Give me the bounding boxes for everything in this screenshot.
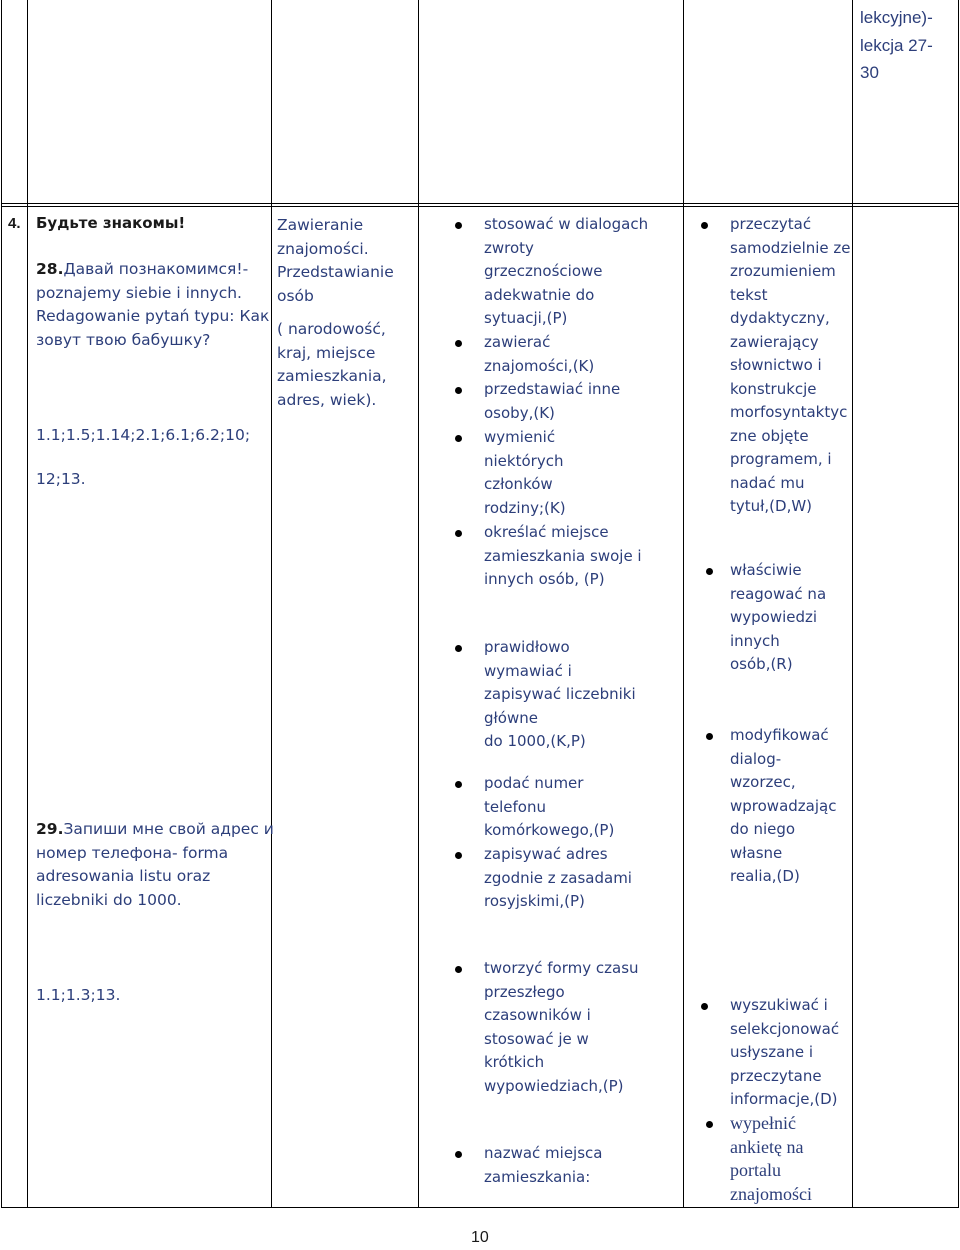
bullet-line: zrozumieniem xyxy=(730,262,836,280)
bullet-text xyxy=(484,426,566,520)
bullet-line: grzecznościowe xyxy=(484,262,603,280)
bullet-text xyxy=(484,772,614,843)
bullet-icon xyxy=(455,435,462,442)
grid-line xyxy=(418,0,419,1208)
bullet-line: konstrukcje xyxy=(730,379,817,398)
description-line: Przedstawianie xyxy=(277,263,394,281)
curriculum-codes: 12;13. xyxy=(36,470,86,488)
bullet-line: krótkich xyxy=(484,1053,545,1071)
grid-line xyxy=(27,0,28,1208)
bullet-line: wypowiedziach,(P) xyxy=(484,1076,624,1095)
bullet-line: przeczytać xyxy=(730,215,812,233)
grid-line xyxy=(1,0,2,1208)
bullet-line: tytuł,(D,W) xyxy=(730,497,813,515)
bullet-line: znajomości,(K) xyxy=(484,356,595,375)
bullet-icon xyxy=(455,1151,462,1158)
bullet-line: modyfikować xyxy=(730,726,829,744)
grid-line xyxy=(958,0,959,1208)
bullet-line: zne objęte xyxy=(730,426,809,445)
bullet-icon xyxy=(455,781,462,788)
page-number: 10 xyxy=(471,1229,489,1246)
bullet-line: nazwać miejsca xyxy=(484,1144,603,1162)
bullet-line: rosyjskimi,(P) xyxy=(484,892,585,910)
description-line: ( narodowość, xyxy=(277,320,386,338)
bullet-text xyxy=(730,213,851,519)
lesson-line: зовут твою бабушку? xyxy=(36,330,211,349)
bullet-line: komórkowego,(P) xyxy=(484,821,615,839)
description-line: osób xyxy=(277,286,314,305)
bullet-icon xyxy=(706,733,713,740)
bullet-line: wypełnić xyxy=(730,1113,796,1133)
description-line: adres, wiek). xyxy=(277,390,377,409)
lesson-29 xyxy=(36,818,274,912)
bullet-line: usłyszane i xyxy=(730,1043,814,1061)
bullet-icon xyxy=(455,530,462,537)
description-line: kraj, miejsce xyxy=(277,343,376,362)
bullet-line: zgodnie z zasadami xyxy=(484,868,632,887)
bullet-text xyxy=(484,843,632,914)
lesson-line: adresowania listu oraz xyxy=(36,867,211,885)
lesson-28 xyxy=(36,258,269,352)
bullet-line: morfosyntaktyc xyxy=(730,403,848,421)
bullet-line: zapisywać liczebniki xyxy=(484,685,636,703)
bullet-line: własne xyxy=(730,843,783,862)
bullet-line: wymienić xyxy=(484,428,556,446)
row-number: 4. xyxy=(8,215,21,232)
bullet-icon xyxy=(455,387,462,394)
top-cell-line: lekcja 27- xyxy=(860,35,933,55)
bullet-line: stosować w dialogach xyxy=(484,215,649,233)
bullet-line: prawidłowo xyxy=(484,638,570,656)
bullet-line: przeczytane xyxy=(730,1066,822,1085)
bullet-line: selekcjonować xyxy=(730,1019,840,1038)
bullet-line: nadać mu xyxy=(730,473,805,492)
description-line: znajomości. xyxy=(277,239,369,258)
bullet-line: do 1000,(K,P) xyxy=(484,732,586,750)
grid-line xyxy=(1,203,959,204)
bullet-line: innych osób, (P) xyxy=(484,570,605,588)
bullet-text xyxy=(730,1112,812,1206)
lesson-line: poznajemy siebie i innych. xyxy=(36,283,242,302)
lesson-number: 28. xyxy=(36,260,64,278)
top-cell-line: 30 xyxy=(860,63,879,82)
bullet-line: stosować je w xyxy=(484,1029,589,1048)
bullet-text xyxy=(484,331,594,378)
bullet-icon xyxy=(706,1121,713,1128)
bullet-text xyxy=(730,724,836,889)
bullet-line: główne xyxy=(484,708,538,727)
bullet-line: realia,(D) xyxy=(730,867,800,885)
grid-line xyxy=(1,206,959,207)
bullet-line: wymawiać i xyxy=(484,661,572,680)
description-line: zamieszkania, xyxy=(277,367,387,385)
bullet-line: wypowiedzi xyxy=(730,608,818,626)
grid-line xyxy=(271,0,272,1208)
bullet-line: sytuacji,(P) xyxy=(484,309,568,327)
bullet-text xyxy=(484,636,636,754)
bullet-line: do niego xyxy=(730,820,796,838)
bullet-line: zamieszkania swoje i xyxy=(484,546,642,565)
bullet-line: wzorzec, xyxy=(730,773,796,791)
bullet-icon xyxy=(455,966,462,973)
grid-line xyxy=(1,1207,959,1208)
description-line: Zawieranie xyxy=(277,216,364,234)
bullet-icon xyxy=(701,1003,708,1010)
lesson-title: Давай познакомимся!- xyxy=(63,260,249,278)
bullet-line: ankietę na xyxy=(730,1136,804,1157)
bullet-line: właściwie xyxy=(730,561,802,579)
bullet-line: członków xyxy=(484,475,553,493)
bullet-line: tworzyć formy czasu xyxy=(484,959,639,977)
bullet-line: wyszukiwać i xyxy=(730,996,828,1014)
topic-title: Будьте знакомы! xyxy=(36,214,186,232)
bullet-icon xyxy=(701,222,708,229)
bullet-icon xyxy=(455,222,462,229)
bullet-line: rodziny;(K) xyxy=(484,498,566,517)
bullet-line: zawierać xyxy=(484,333,551,351)
bullet-icon xyxy=(455,852,462,859)
bullet-line: portalu xyxy=(730,1160,781,1180)
top-cell-line: lekcyjne)- xyxy=(860,8,933,27)
curriculum-codes: 1.1;1.5;1.14;2.1;6.1;6.2;10; xyxy=(36,426,251,444)
topic-description xyxy=(277,214,394,412)
lesson-line: номер телефона- forma xyxy=(36,843,229,862)
grid-line xyxy=(683,0,684,1208)
lesson-number: 29. xyxy=(36,820,64,838)
bullet-line: informacje,(D) xyxy=(730,1090,838,1108)
bullet-line: znajomości xyxy=(730,1183,812,1204)
bullet-line: określać miejsce xyxy=(484,523,609,541)
bullet-text xyxy=(484,213,648,331)
top-cell-text xyxy=(860,6,933,85)
bullet-line: tekst xyxy=(730,285,768,304)
bullet-line: podać numer xyxy=(484,774,584,792)
lesson-line: Redagowanie pytań typu: Как xyxy=(36,307,270,325)
bullet-line: reagować na xyxy=(730,584,827,603)
lesson-line: liczebniki do 1000. xyxy=(36,890,182,909)
bullet-icon xyxy=(706,568,713,575)
bullet-icon xyxy=(455,340,462,347)
bullet-line: przedstawiać inne xyxy=(484,380,621,398)
bullet-line: innych xyxy=(730,631,780,650)
bullet-line: osób,(R) xyxy=(730,655,793,673)
bullet-line: słownictwo i xyxy=(730,356,822,374)
bullet-line: przeszłego xyxy=(484,982,565,1001)
bullet-line: adekwatnie do xyxy=(484,285,595,304)
bullet-line: niektórych xyxy=(484,451,564,470)
bullet-text xyxy=(730,559,826,677)
bullet-line: programem, i xyxy=(730,450,832,468)
bullet-line: osoby,(K) xyxy=(484,403,555,422)
grid-line xyxy=(852,0,853,1208)
bullet-icon xyxy=(455,645,462,652)
bullet-line: zapisywać adres xyxy=(484,845,608,863)
bullet-text xyxy=(484,957,639,1098)
bullet-text xyxy=(484,1142,602,1189)
bullet-line: samodzielnie ze xyxy=(730,238,851,257)
bullet-line: telefonu xyxy=(484,797,546,816)
curriculum-codes: 1.1;1.3;13. xyxy=(36,986,121,1004)
bullet-line: zamieszkania: xyxy=(484,1167,591,1186)
bullet-text xyxy=(730,994,839,1112)
bullet-text xyxy=(484,521,642,592)
bullet-text xyxy=(484,378,620,425)
bullet-line: dialog- xyxy=(730,749,782,768)
bullet-line: czasowników i xyxy=(484,1006,591,1024)
bullet-line: zawierający xyxy=(730,332,819,351)
bullet-line: zwroty xyxy=(484,238,534,257)
bullet-line: wprowadzając xyxy=(730,796,837,815)
lesson-title: Запиши мне свой адрес и xyxy=(63,820,274,838)
bullet-line: dydaktyczny, xyxy=(730,309,830,327)
